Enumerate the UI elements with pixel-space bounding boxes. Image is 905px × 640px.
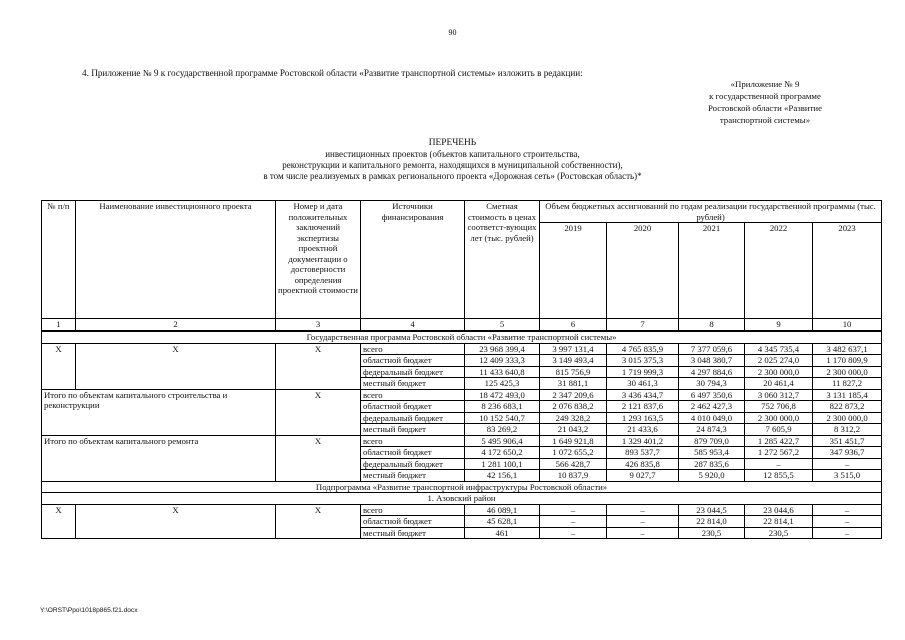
source-cell: федеральный бюджет bbox=[361, 458, 465, 470]
value-cell: 3 436 434,7 bbox=[607, 389, 679, 401]
value-cell: 566 428,7 bbox=[540, 458, 607, 470]
value-cell: – bbox=[813, 458, 882, 470]
value-cell: 3 060 312,7 bbox=[745, 389, 813, 401]
source-cell: федеральный бюджет bbox=[361, 366, 465, 378]
index-cell: 5 bbox=[465, 319, 540, 332]
section-row bbox=[42, 493, 882, 505]
value-cell: 287 835,6 bbox=[679, 458, 745, 470]
appendix-line: к государственной программе bbox=[709, 91, 821, 101]
appendix-line: Ростовской области «Развитие bbox=[707, 103, 823, 113]
value-cell: 12 855,5 bbox=[745, 470, 813, 482]
index-cell: 3 bbox=[276, 319, 361, 332]
value-cell: 23 968 399,4 bbox=[465, 343, 540, 355]
value-cell: 2 076 838,2 bbox=[540, 401, 607, 413]
value-cell: 20 461,4 bbox=[745, 378, 813, 390]
index-cell: 6 bbox=[540, 319, 607, 332]
value-cell: 8 236 683,1 bbox=[465, 401, 540, 413]
expertise-cell: X bbox=[276, 343, 361, 389]
value-cell: 7 605,9 bbox=[745, 424, 813, 436]
value-cell: – bbox=[607, 516, 679, 528]
value-cell: 83 269,2 bbox=[465, 424, 540, 436]
header-cost: Сметная стоимость в ценах соответст-вующих лет (тыс. рублей) bbox=[465, 201, 540, 319]
value-cell: 1 272 567,2 bbox=[745, 447, 813, 459]
value-cell: 1 329 401,2 bbox=[607, 435, 679, 447]
value-cell: 21 043,2 bbox=[540, 424, 607, 436]
expertise-cell: X bbox=[276, 389, 361, 435]
value-cell: 30 461,3 bbox=[607, 378, 679, 390]
value-cell: 8 312,2 bbox=[813, 424, 882, 436]
file-path-footer: Y:\ORST\Ppo\1018p865.f21.docx bbox=[40, 607, 138, 614]
source-cell: всего bbox=[361, 343, 465, 355]
value-cell: 1 719 999,3 bbox=[607, 366, 679, 378]
value-cell: 752 706,8 bbox=[745, 401, 813, 413]
value-cell: 1 170 809,9 bbox=[813, 355, 882, 367]
source-cell: местный бюджет bbox=[361, 527, 465, 539]
value-cell: 3 131 185,4 bbox=[813, 389, 882, 401]
source-cell: федеральный бюджет bbox=[361, 412, 465, 424]
value-cell: 6 497 350,6 bbox=[679, 389, 745, 401]
value-cell: 23 044,6 bbox=[745, 504, 813, 516]
heading-line: реконструкции и капитального ремонта, находящихся в муниципальной собственности), bbox=[282, 160, 623, 170]
section-program-title: Государственная программа Ростовской области «Развитие транспортной системы» bbox=[42, 331, 882, 343]
value-cell: – bbox=[607, 504, 679, 516]
value-cell: 11 433 640,8 bbox=[465, 366, 540, 378]
table-row bbox=[42, 435, 882, 447]
value-cell: 4 297 884,6 bbox=[679, 366, 745, 378]
name-cell: X bbox=[76, 504, 276, 539]
value-cell: 5 920,0 bbox=[679, 470, 745, 482]
section-district-title: 1. Азовский район bbox=[42, 493, 882, 505]
value-cell: 3 997 131,4 bbox=[540, 343, 607, 355]
num-cell: X bbox=[42, 343, 76, 389]
source-cell: всего bbox=[361, 389, 465, 401]
heading-line: инвестиционных проектов (объектов капитального строительства, bbox=[325, 149, 580, 159]
index-cell: 2 bbox=[76, 319, 276, 332]
header-year: 2019 bbox=[540, 223, 607, 319]
value-cell: 21 433,6 bbox=[607, 424, 679, 436]
value-cell: 3 149 493,4 bbox=[540, 355, 607, 367]
heading-title: ПЕРЕЧЕНЬ bbox=[428, 138, 477, 148]
value-cell: – bbox=[540, 504, 607, 516]
source-cell: областной бюджет bbox=[361, 355, 465, 367]
index-cell: 8 bbox=[679, 319, 745, 332]
total-repair-label: Итого по объектам капитального ремонта bbox=[42, 435, 276, 481]
value-cell: 125 425,3 bbox=[465, 378, 540, 390]
header-year: 2020 bbox=[607, 223, 679, 319]
value-cell: 2 300 000,0 bbox=[813, 366, 882, 378]
value-cell: 2 300 000,0 bbox=[745, 412, 813, 424]
value-cell: 10 152 540,7 bbox=[465, 412, 540, 424]
value-cell: – bbox=[607, 527, 679, 539]
source-cell: областной бюджет bbox=[361, 401, 465, 413]
value-cell: 12 409 333,3 bbox=[465, 355, 540, 367]
index-cell: 10 bbox=[813, 319, 882, 332]
value-cell: 815 756,9 bbox=[540, 366, 607, 378]
appendix-line: «Приложение № 9 bbox=[730, 79, 800, 89]
source-cell: местный бюджет bbox=[361, 378, 465, 390]
value-cell: 42 156,1 bbox=[465, 470, 540, 482]
expertise-cell: X bbox=[276, 435, 361, 481]
source-cell: областной бюджет bbox=[361, 447, 465, 459]
value-cell: 2 121 837,6 bbox=[607, 401, 679, 413]
value-cell: 2 300 000,0 bbox=[813, 412, 882, 424]
expertise-cell: X bbox=[276, 504, 361, 539]
value-cell: 1 285 422,7 bbox=[745, 435, 813, 447]
value-cell: 30 794,3 bbox=[679, 378, 745, 390]
value-cell: 22 814,1 bbox=[745, 516, 813, 528]
value-cell: 22 814,0 bbox=[679, 516, 745, 528]
value-cell: 11 827,2 bbox=[813, 378, 882, 390]
value-cell: – bbox=[540, 516, 607, 528]
value-cell: 3 048 380,7 bbox=[679, 355, 745, 367]
value-cell: 893 537,7 bbox=[607, 447, 679, 459]
value-cell: 351 451,7 bbox=[813, 435, 882, 447]
value-cell: 230,5 bbox=[679, 527, 745, 539]
appendix-reference bbox=[695, 78, 835, 126]
value-cell: 24 874,3 bbox=[679, 424, 745, 436]
value-cell: 10 837,9 bbox=[540, 470, 607, 482]
header-expertise: Номер и дата положительных заключений экспертизы проектной документации о достоверности определения проектной стоимости bbox=[276, 201, 361, 319]
header-sources: Источники финансирования bbox=[361, 201, 465, 319]
value-cell: 249 328,2 bbox=[540, 412, 607, 424]
value-cell: 1 649 921,8 bbox=[540, 435, 607, 447]
value-cell: 2 347 209,6 bbox=[540, 389, 607, 401]
value-cell: 347 936,7 bbox=[813, 447, 882, 459]
value-cell: 1 072 655,2 bbox=[540, 447, 607, 459]
value-cell: 3 515,0 bbox=[813, 470, 882, 482]
index-row bbox=[42, 319, 882, 332]
value-cell: 461 bbox=[465, 527, 540, 539]
index-cell: 7 bbox=[607, 319, 679, 332]
section-row bbox=[42, 481, 882, 493]
header-year: 2021 bbox=[679, 223, 745, 319]
value-cell: 2 462 427,3 bbox=[679, 401, 745, 413]
value-cell: 1 281 100,1 bbox=[465, 458, 540, 470]
section-row bbox=[42, 331, 882, 343]
value-cell: 4 172 650,2 bbox=[465, 447, 540, 459]
header-year: 2022 bbox=[745, 223, 813, 319]
table-row bbox=[42, 343, 882, 355]
source-cell: всего bbox=[361, 435, 465, 447]
index-cell: 9 bbox=[745, 319, 813, 332]
value-cell: 2 025 274,0 bbox=[745, 355, 813, 367]
value-cell: – bbox=[813, 504, 882, 516]
value-cell: 822 873,2 bbox=[813, 401, 882, 413]
value-cell: 9 027,7 bbox=[607, 470, 679, 482]
page-number: 90 bbox=[448, 28, 457, 37]
num-cell: X bbox=[42, 504, 76, 539]
section-subprogram-title: Подпрограмма «Развитие транспортной инфраструктуры Ростовской области» bbox=[42, 481, 882, 493]
heading-line: в том числе реализуемых в рамках регионального проекта «Дорожная сеть» (Ростовская область)* bbox=[263, 171, 642, 181]
source-cell: местный бюджет bbox=[361, 470, 465, 482]
value-cell: 31 881,1 bbox=[540, 378, 607, 390]
header-year: 2023 bbox=[813, 223, 882, 319]
value-cell: – bbox=[745, 458, 813, 470]
value-cell: 23 044,5 bbox=[679, 504, 745, 516]
value-cell: 45 628,1 bbox=[465, 516, 540, 528]
source-cell: всего bbox=[361, 504, 465, 516]
source-cell: областной бюджет bbox=[361, 516, 465, 528]
appendix-line: транспортной системы» bbox=[719, 115, 811, 125]
value-cell: 3 015 375,3 bbox=[607, 355, 679, 367]
source-cell: местный бюджет bbox=[361, 424, 465, 436]
index-cell: 4 bbox=[361, 319, 465, 332]
value-cell: 3 482 637,1 bbox=[813, 343, 882, 355]
table-row bbox=[42, 389, 882, 401]
header-name: Наименование инвестиционного проекта bbox=[76, 201, 276, 319]
value-cell: 585 953,4 bbox=[679, 447, 745, 459]
value-cell: 1 293 163,5 bbox=[607, 412, 679, 424]
value-cell: – bbox=[813, 516, 882, 528]
value-cell: 7 377 059,6 bbox=[679, 343, 745, 355]
intro-paragraph: 4. Приложение № 9 к государственной программе Ростовской области «Развитие транспортной системы» изложить в редакции: bbox=[82, 68, 583, 78]
value-cell: 46 089,1 bbox=[465, 504, 540, 516]
value-cell: 5 495 906,4 bbox=[465, 435, 540, 447]
header-num: № п/п bbox=[42, 201, 76, 319]
header-volume: Объем бюджетных ассигнований по годам реализации государственной программы (тыс. рублей) bbox=[540, 201, 882, 223]
investment-projects-table bbox=[41, 200, 882, 539]
value-cell: 879 709,0 bbox=[679, 435, 745, 447]
value-cell: – bbox=[540, 527, 607, 539]
index-cell: 1 bbox=[42, 319, 76, 332]
value-cell: 230,5 bbox=[745, 527, 813, 539]
value-cell: 426 835,8 bbox=[607, 458, 679, 470]
table-row bbox=[42, 504, 882, 516]
document-heading bbox=[0, 138, 905, 182]
value-cell: – bbox=[813, 527, 882, 539]
total-construction-label: Итого по объектам капитального строительства и реконструкции bbox=[42, 389, 276, 435]
value-cell: 2 300 000,0 bbox=[745, 366, 813, 378]
value-cell: 4 345 735,4 bbox=[745, 343, 813, 355]
value-cell: 18 472 493,0 bbox=[465, 389, 540, 401]
name-cell: X bbox=[76, 343, 276, 389]
value-cell: 4 010 049,0 bbox=[679, 412, 745, 424]
value-cell: 4 765 835,9 bbox=[607, 343, 679, 355]
